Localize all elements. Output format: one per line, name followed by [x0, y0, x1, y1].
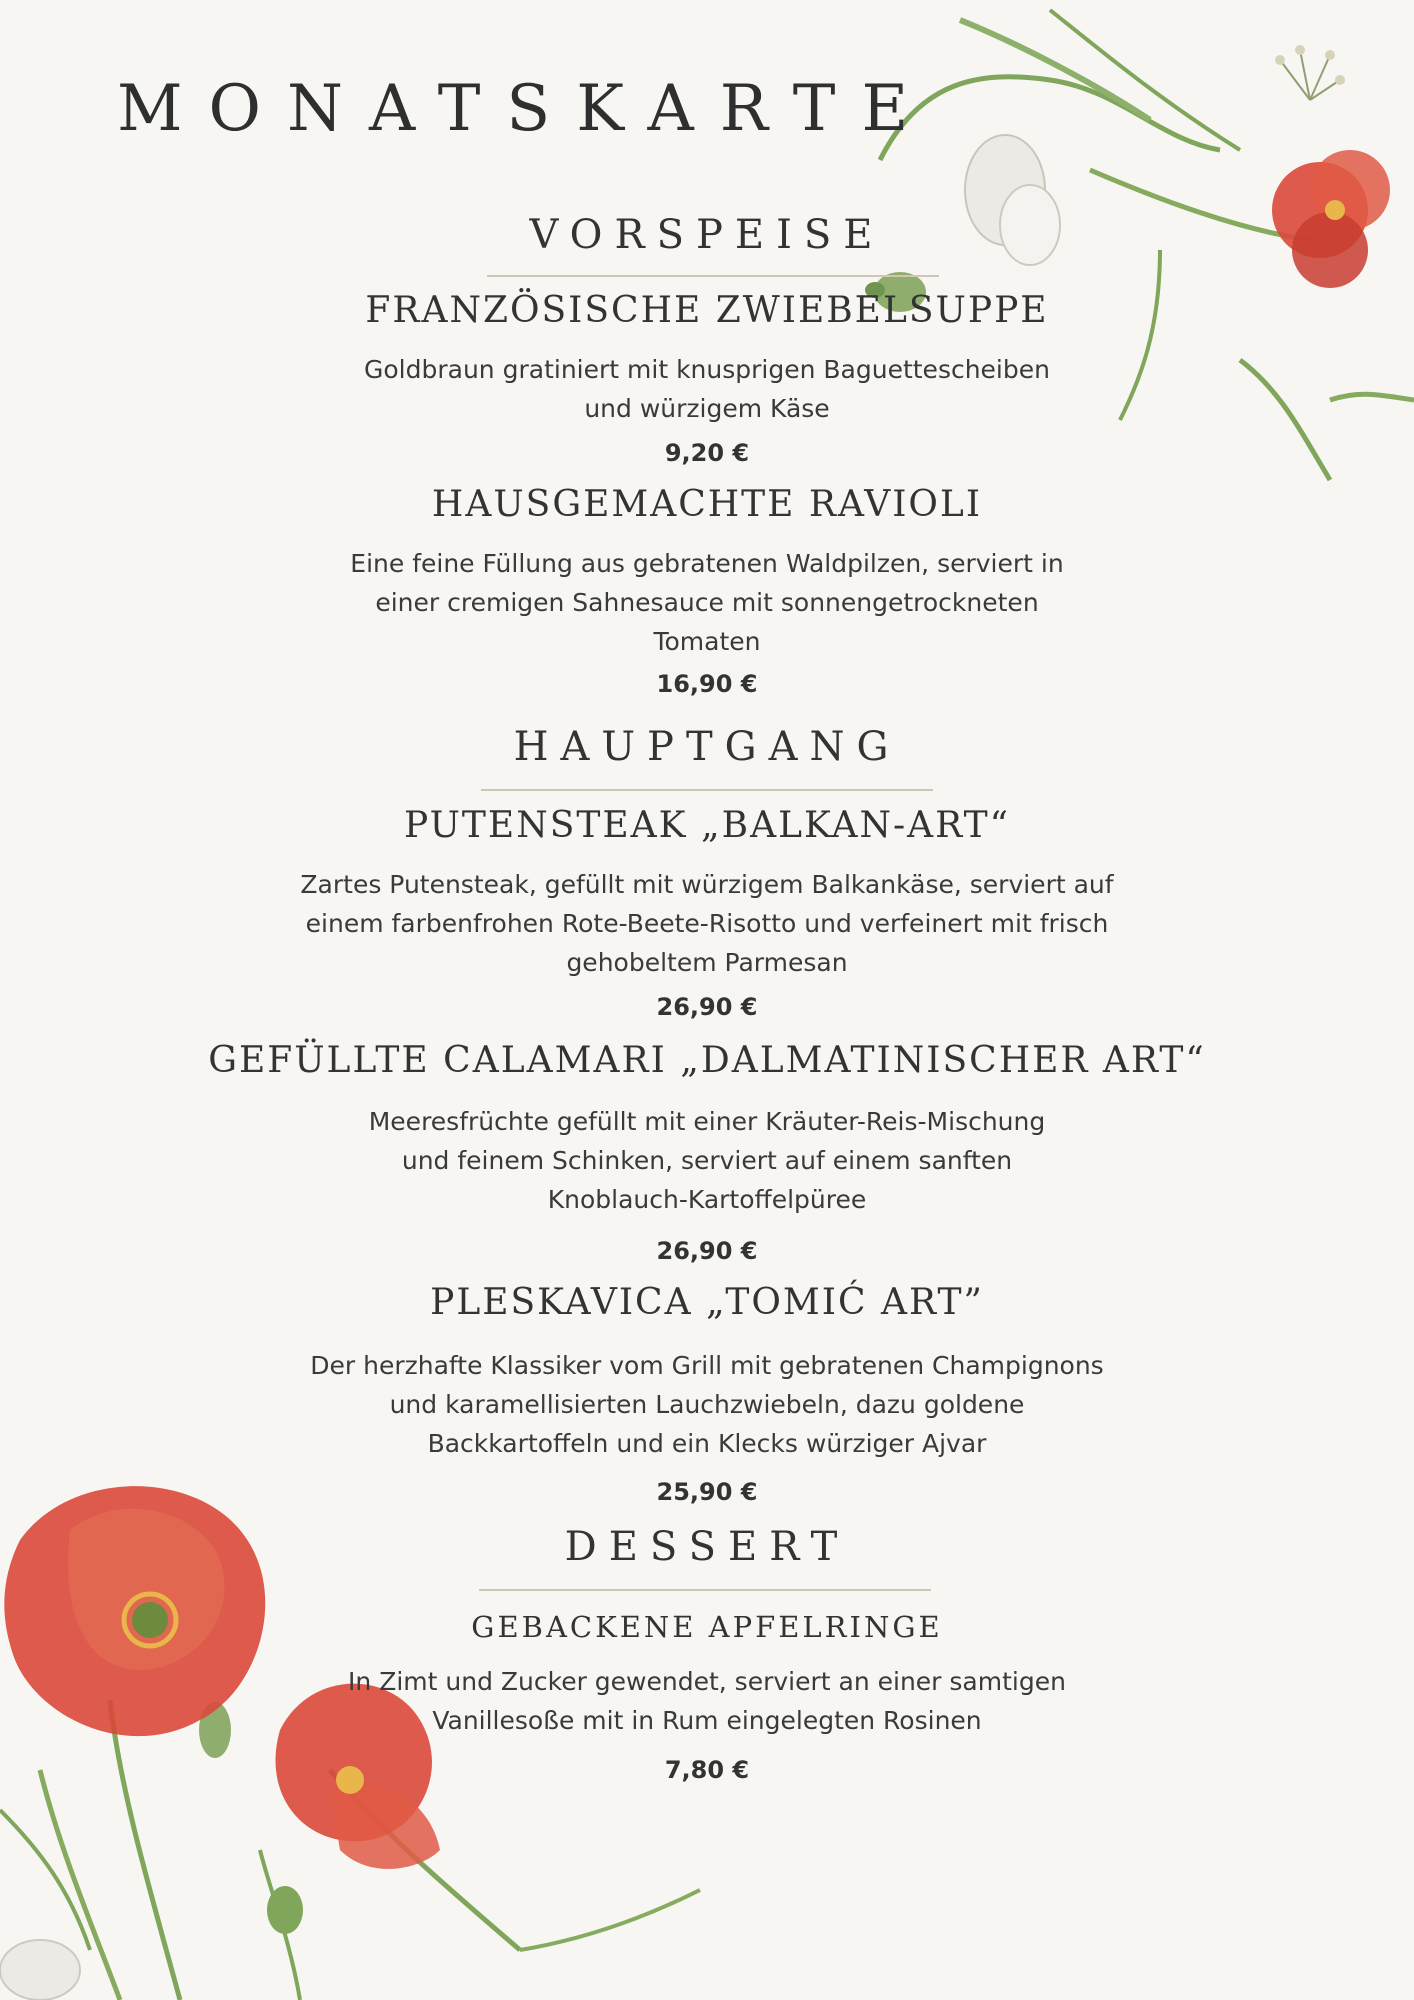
dish-name: GEFÜLLTE CALAMARI „DALMATINISCHER ART“ — [208, 1040, 1206, 1081]
dish-name: PLESKAVICA „TOMIĆ ART” — [430, 1282, 984, 1323]
dish-price: 9,20 € — [664, 439, 750, 467]
dish-description: Meeresfrüchte gefüllt mit einer Kräuter-Reis-Mischung und feinem Schinken, serviert auf einem sanften Knoblauch-Kartoffelpüree — [368, 1107, 1046, 1214]
dish-description: Der herzhafte Klassiker vom Grill mit gebratenen Champignons und karamellisierten Lauchzwiebeln, dazu goldene Backkartoffeln und ein Klecks würziger Ajvar — [310, 1351, 1104, 1458]
dish-description: In Zimt und Zucker gewendet, serviert an einer samtigen Vanillesoße mit in Rum eingelegten Rosinen — [348, 1667, 1066, 1735]
dish-price: 26,90 € — [656, 993, 758, 1021]
dish-name: PUTENSTEAK „BALKAN-ART“ — [403, 805, 1010, 846]
dish-price: 7,80 € — [664, 1756, 750, 1784]
section-divider — [479, 1589, 931, 1591]
dish-description: Zartes Putensteak, gefüllt mit würzigem Balkankäse, serviert auf einem farbenfrohen Rote-Beete-Risotto und verfeinert mit frisch gehobeltem Parmesan — [300, 870, 1114, 977]
dish-name: GEBACKENE APFELRINGE — [471, 1610, 943, 1644]
dish-price: 16,90 € — [656, 670, 758, 698]
dish-name: FRANZÖSISCHE ZWIEBELSUPPE — [365, 290, 1049, 331]
dish-description: Eine feine Füllung aus gebratenen Waldpilzen, serviert in einer cremigen Sahnesauce mit sonnengetrockneten Tomaten — [350, 549, 1064, 656]
section-title-hauptgang: HAUPTGANG — [513, 724, 901, 770]
section-title-dessert: DESSERT — [564, 1524, 850, 1570]
section-divider — [487, 275, 939, 277]
section-title-vorspeise: VORSPEISE — [529, 212, 885, 258]
dish-name: HAUSGEMACHTE RAVIOLI — [431, 484, 983, 525]
dish-price: 25,90 € — [656, 1478, 758, 1506]
page-title: MONATSKARTE — [117, 72, 935, 146]
dish-description: Goldbraun gratiniert mit knusprigen Baguettescheiben und würzigem Käse — [364, 355, 1050, 423]
section-divider — [481, 789, 933, 791]
dish-price: 26,90 € — [656, 1237, 758, 1265]
